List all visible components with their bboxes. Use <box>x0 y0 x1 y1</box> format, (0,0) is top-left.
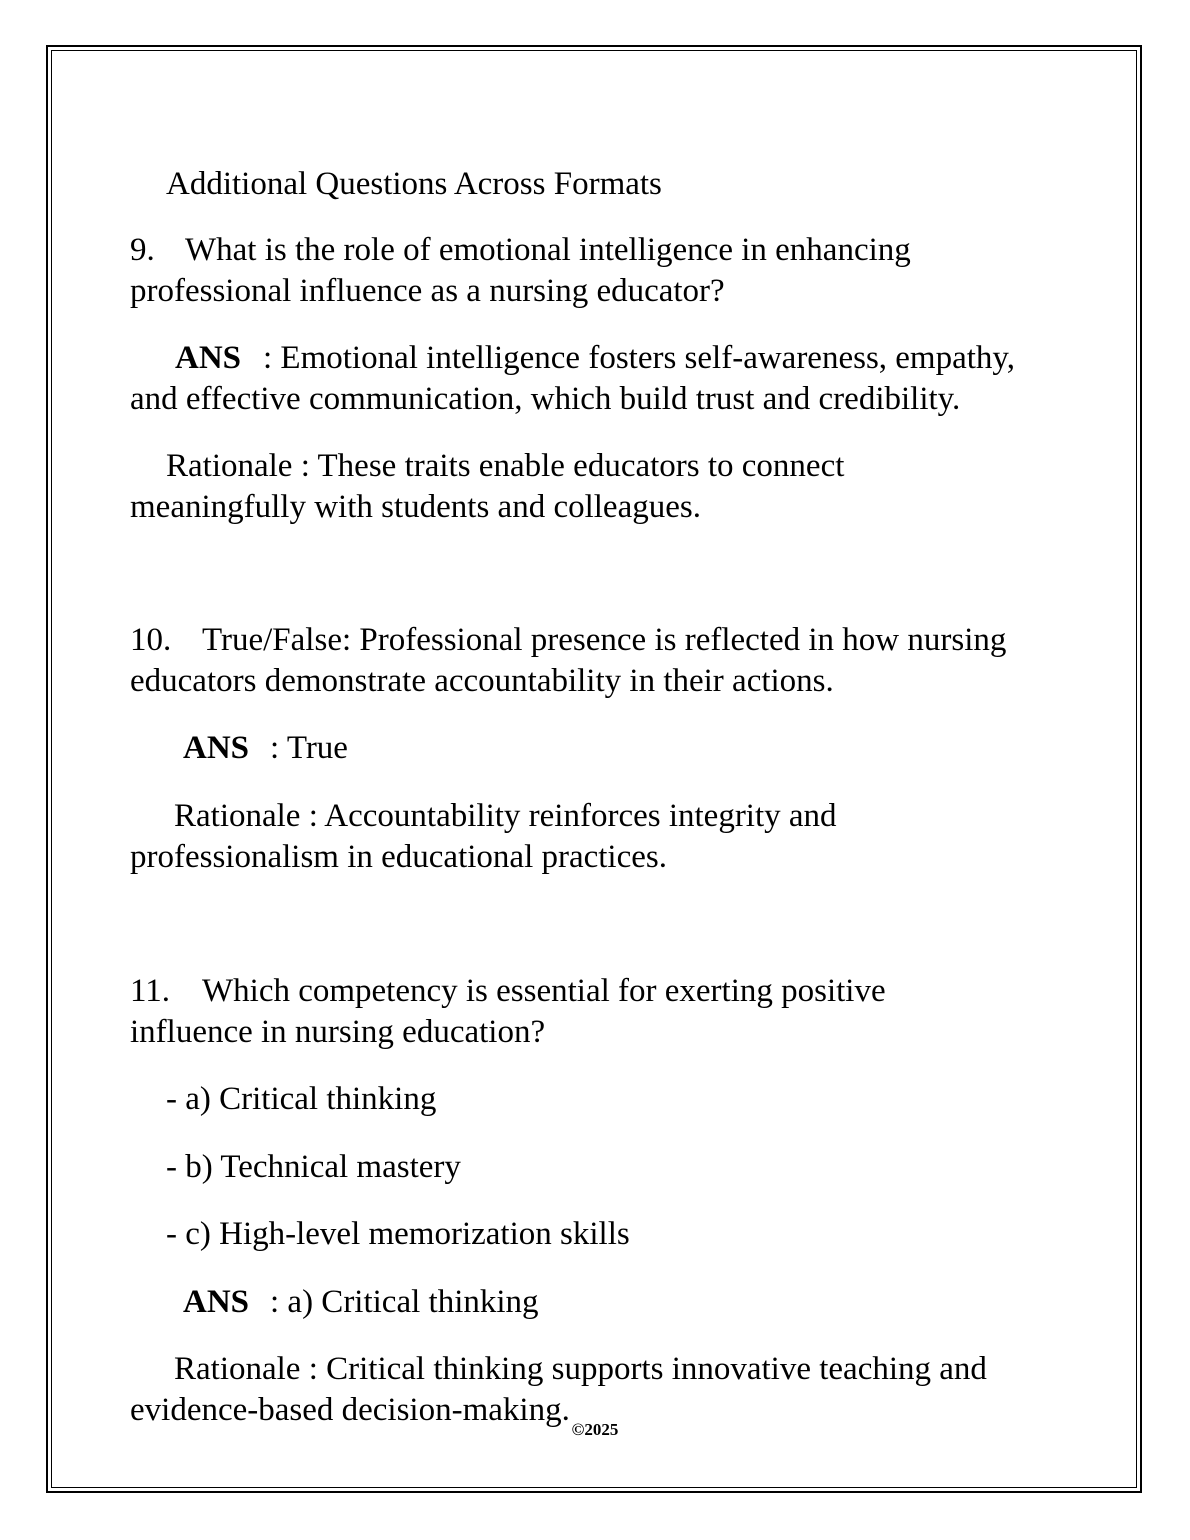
question-11-number: 11. <box>130 973 171 1009</box>
question-11-option-c: - c) High-level memorization skills <box>166 1216 630 1252</box>
question-9-number: 9. <box>130 232 155 268</box>
section-heading: Additional Questions Across Formats <box>166 166 662 202</box>
question-9-line-1: What is the role of emotional intelligence in enhancing <box>185 232 911 268</box>
question-9-line-2: professional influence as a nursing educator? <box>130 273 725 309</box>
question-11-rationale-line-2: evidence-based decision-making. <box>130 1392 570 1428</box>
question-10-rationale-line-2: professionalism in educational practices. <box>130 839 667 875</box>
question-10-line-2: educators demonstrate accountability in their actions. <box>130 663 834 699</box>
question-11-option-a: - a) Critical thinking <box>166 1081 437 1117</box>
question-11-answer-label: ANS <box>183 1284 250 1320</box>
question-11-line-2: influence in nursing education? <box>130 1014 546 1050</box>
question-9-answer-label: ANS <box>175 340 242 376</box>
question-11-line-1: Which competency is essential for exerting positive <box>202 973 886 1009</box>
question-10-line-1: True/False: Professional presence is reflected in how nursing <box>202 622 1007 658</box>
question-11-answer-text: : a) Critical thinking <box>270 1284 539 1320</box>
question-9-rationale-line-2: meaningfully with students and colleagues. <box>130 489 701 525</box>
question-9-rationale-line-1: Rationale : These traits enable educators to connect <box>166 448 845 484</box>
question-11-option-b: - b) Technical mastery <box>166 1149 461 1185</box>
question-10-rationale-line-1: Rationale : Accountability reinforces integrity and <box>174 798 837 834</box>
question-10-answer-label: ANS <box>183 730 250 766</box>
question-9-answer-line-1: : Emotional intelligence fosters self-awareness, empathy, <box>263 340 1016 376</box>
question-11-rationale-line-1: Rationale : Critical thinking supports innovative teaching and <box>174 1351 987 1387</box>
question-10-number: 10. <box>130 622 172 658</box>
copyright-footer: ©2025 <box>571 1420 619 1439</box>
question-9-answer-line-2: and effective communication, which build trust and credibility. <box>130 381 961 417</box>
question-10-answer-text: : True <box>270 730 348 766</box>
